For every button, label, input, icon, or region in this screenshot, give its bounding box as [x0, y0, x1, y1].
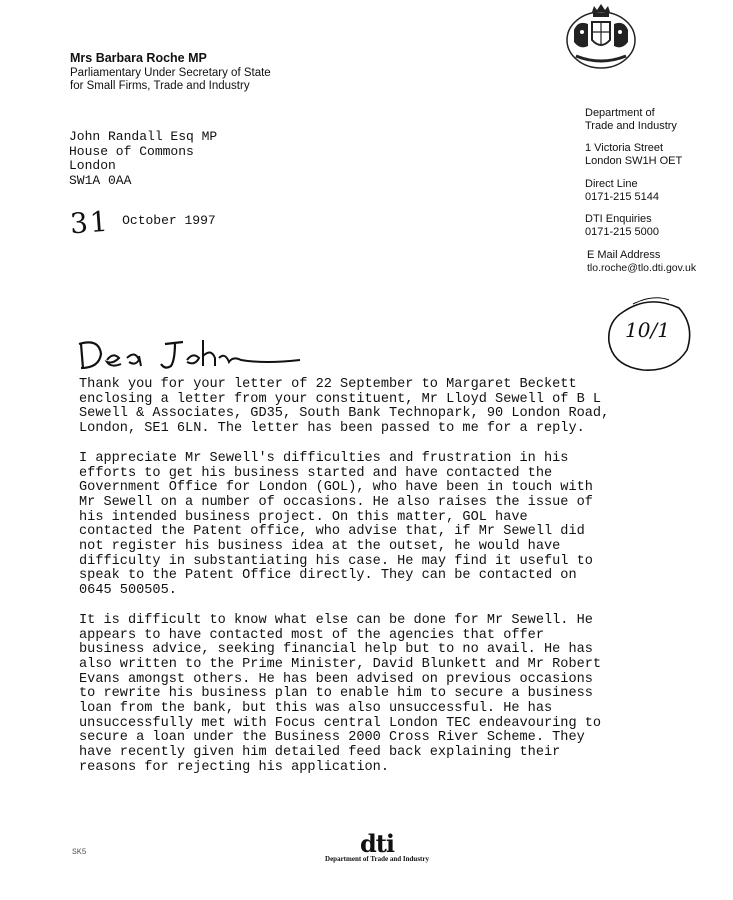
dti-enquiries — [585, 213, 659, 238]
enquiries-number: 0171-215 5000 — [585, 225, 660, 238]
body-paragraph: I appreciate Mr Sewell's difficulties and frustration in his efforts to get his business started and have contacted the Government Office for London (GOL), who have been in touch with Mr Sewell on a number of occasions. He also raises the issue of his intended business project. On this matter, GOL have contacted the Patent office, who advise that, if Mr Sewell did not register his business idea at the outset, he would have difficulty in substantiating his case. He may find it useful to speak to the Patent Office directly. They can be contacted on 0645 500505. — [79, 450, 593, 599]
dti-logo-text: Department of Trade and Industry — [325, 855, 429, 863]
letter-body — [79, 378, 679, 791]
footer-code: SK5 — [72, 848, 87, 857]
letter-date — [68, 204, 216, 241]
enquiries-label: DTI Enquiries — [585, 213, 652, 225]
direct-line-label: Direct Line — [585, 178, 638, 190]
email-label: E Mail Address — [587, 249, 661, 261]
address-city: London SW1H OET — [585, 154, 683, 167]
email-address: tlo.roche@tlo.dti.gov.uk — [587, 261, 697, 274]
sender-block — [70, 52, 271, 93]
direct-line — [585, 178, 659, 203]
department-address — [585, 142, 682, 167]
sender-title-line: for Small Firms, Trade and Industry — [70, 80, 250, 92]
body-paragraph: It is difficult to know what else can be done for Mr Sewell. He appears to have contacted most of the agencies that offer business advice, seeking financial help but to no avail. He has also written to the Prime Minister, David Blunkett and Mr Robert Evans amongst others. He has been advised on previous occasions to rewrite his business plan to enable him to secure a business loan from the bank, but this was also unsuccessful. He has unsuccessfully met with Focus central London TEC endeavouring to secure a loan under the Business 2000 Cross River Scheme. They have recently given him detailed feed back explaining their reasons for rejecting his application. — [79, 612, 602, 775]
sender-name: Mrs Barbara Roche MP — [70, 51, 207, 65]
recipient-line: London — [69, 158, 116, 173]
recipient-line: John Randall Esq MP — [69, 129, 218, 144]
department-name-line: Department of — [585, 107, 655, 119]
email-block — [587, 249, 696, 274]
department-name — [585, 107, 677, 132]
dti-logo — [312, 829, 442, 869]
address-street: 1 Victoria Street — [585, 142, 664, 154]
royal-crest-icon — [562, 2, 640, 72]
recipient-address — [69, 130, 217, 188]
handwritten-salutation-icon — [75, 330, 305, 375]
dti-logo-mark: dti — [360, 829, 394, 858]
department-name-line: Trade and Industry — [585, 119, 677, 132]
date-day-handwritten: 31 — [68, 204, 111, 241]
recipient-line: SW1A 0AA — [69, 172, 132, 188]
date-month-year: October 1997 — [122, 213, 216, 228]
direct-line-number: 0171-215 5144 — [585, 190, 660, 203]
sender-title-line: Parliamentary Under Secretary of State — [70, 67, 271, 79]
circled-reference-note — [603, 292, 695, 374]
reference-note-text: 10/1 — [625, 318, 670, 342]
body-paragraph: Thank you for your letter of 22 September to Margaret Beckett enclosing a letter from your constituent, Mr Lloyd Sewell of B L Sewell & Associates, GD35, South Bank Technopark, 90 London Road, London, SE1 6LN. The letter has been passed to me for a reply. — [79, 377, 610, 437]
recipient-line: House of Commons — [69, 143, 194, 159]
